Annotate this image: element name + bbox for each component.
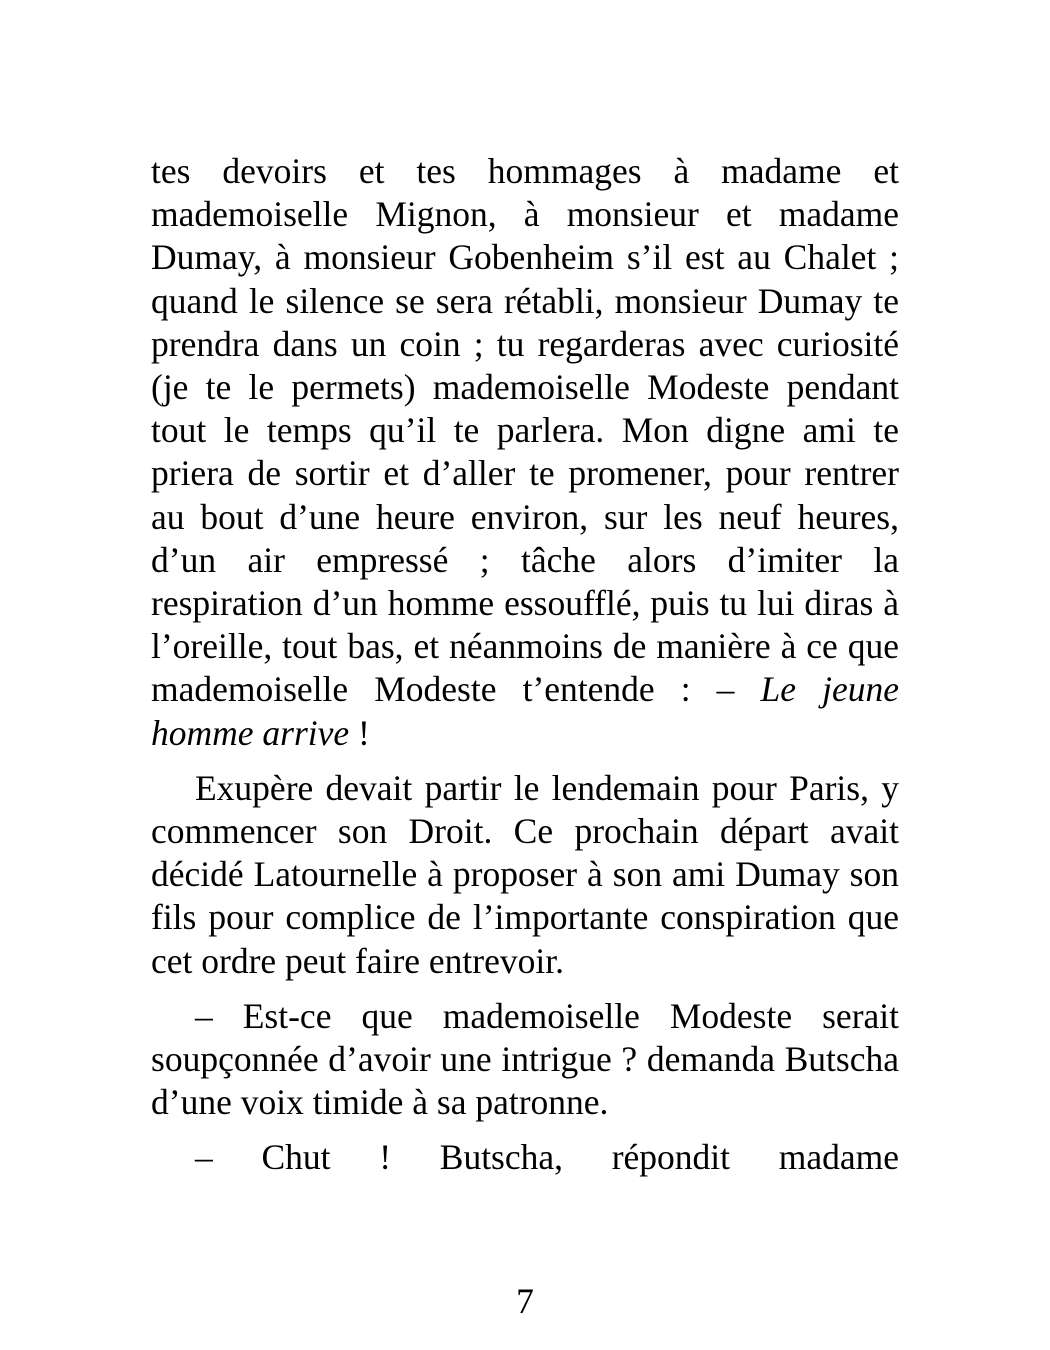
paragraph-1 (151, 150, 899, 755)
paragraph-1-end: ! (349, 712, 370, 753)
paragraph-4: – Chut ! Butscha, répondit madame (195, 1137, 899, 1178)
paragraph-1-text: tes devoirs et tes hommages à madame et mademoiselle Mignon, à monsieur et madame Dumay, à monsieur Gobenheim s’il est au Chalet ; quand le silence se sera rétabli, monsieur Dumay te prendra dans un coin ; tu regarderas avec curiosité (je te le permets) mademoiselle Modeste pendant tout le temps qu’il te parlera. Mon digne ami te priera de sortir et d’aller te promener, pour rentrer au bout d’une heure environ, sur les neuf heures, d’un air empressé ; tâche alors d’imiter la respiration d’un homme essoufflé, puis tu lui diras à l’oreille, tout bas, et néanmoins de manière à ce que mademoiselle Modeste t’entende : – (151, 151, 899, 710)
page-number: 7 (516, 1281, 534, 1321)
paragraph-1-italic: Le jeune homme arrive (151, 669, 899, 753)
body-text (151, 150, 899, 1192)
paragraph-2: Exupère devait partir le lendemain pour Paris, y commencer son Droit. Ce prochain départ avait décidé Latournelle à proposer à son ami Dumay son fils pour complice de l’importante conspiration que cet ordre peut faire entrevoir. (151, 767, 899, 981)
paragraph-3: – Est-ce que mademoiselle Modeste serait soupçonnée d’avoir une intrigue ? demanda Butscha d’une voix timide à sa patronne. (151, 995, 899, 1123)
